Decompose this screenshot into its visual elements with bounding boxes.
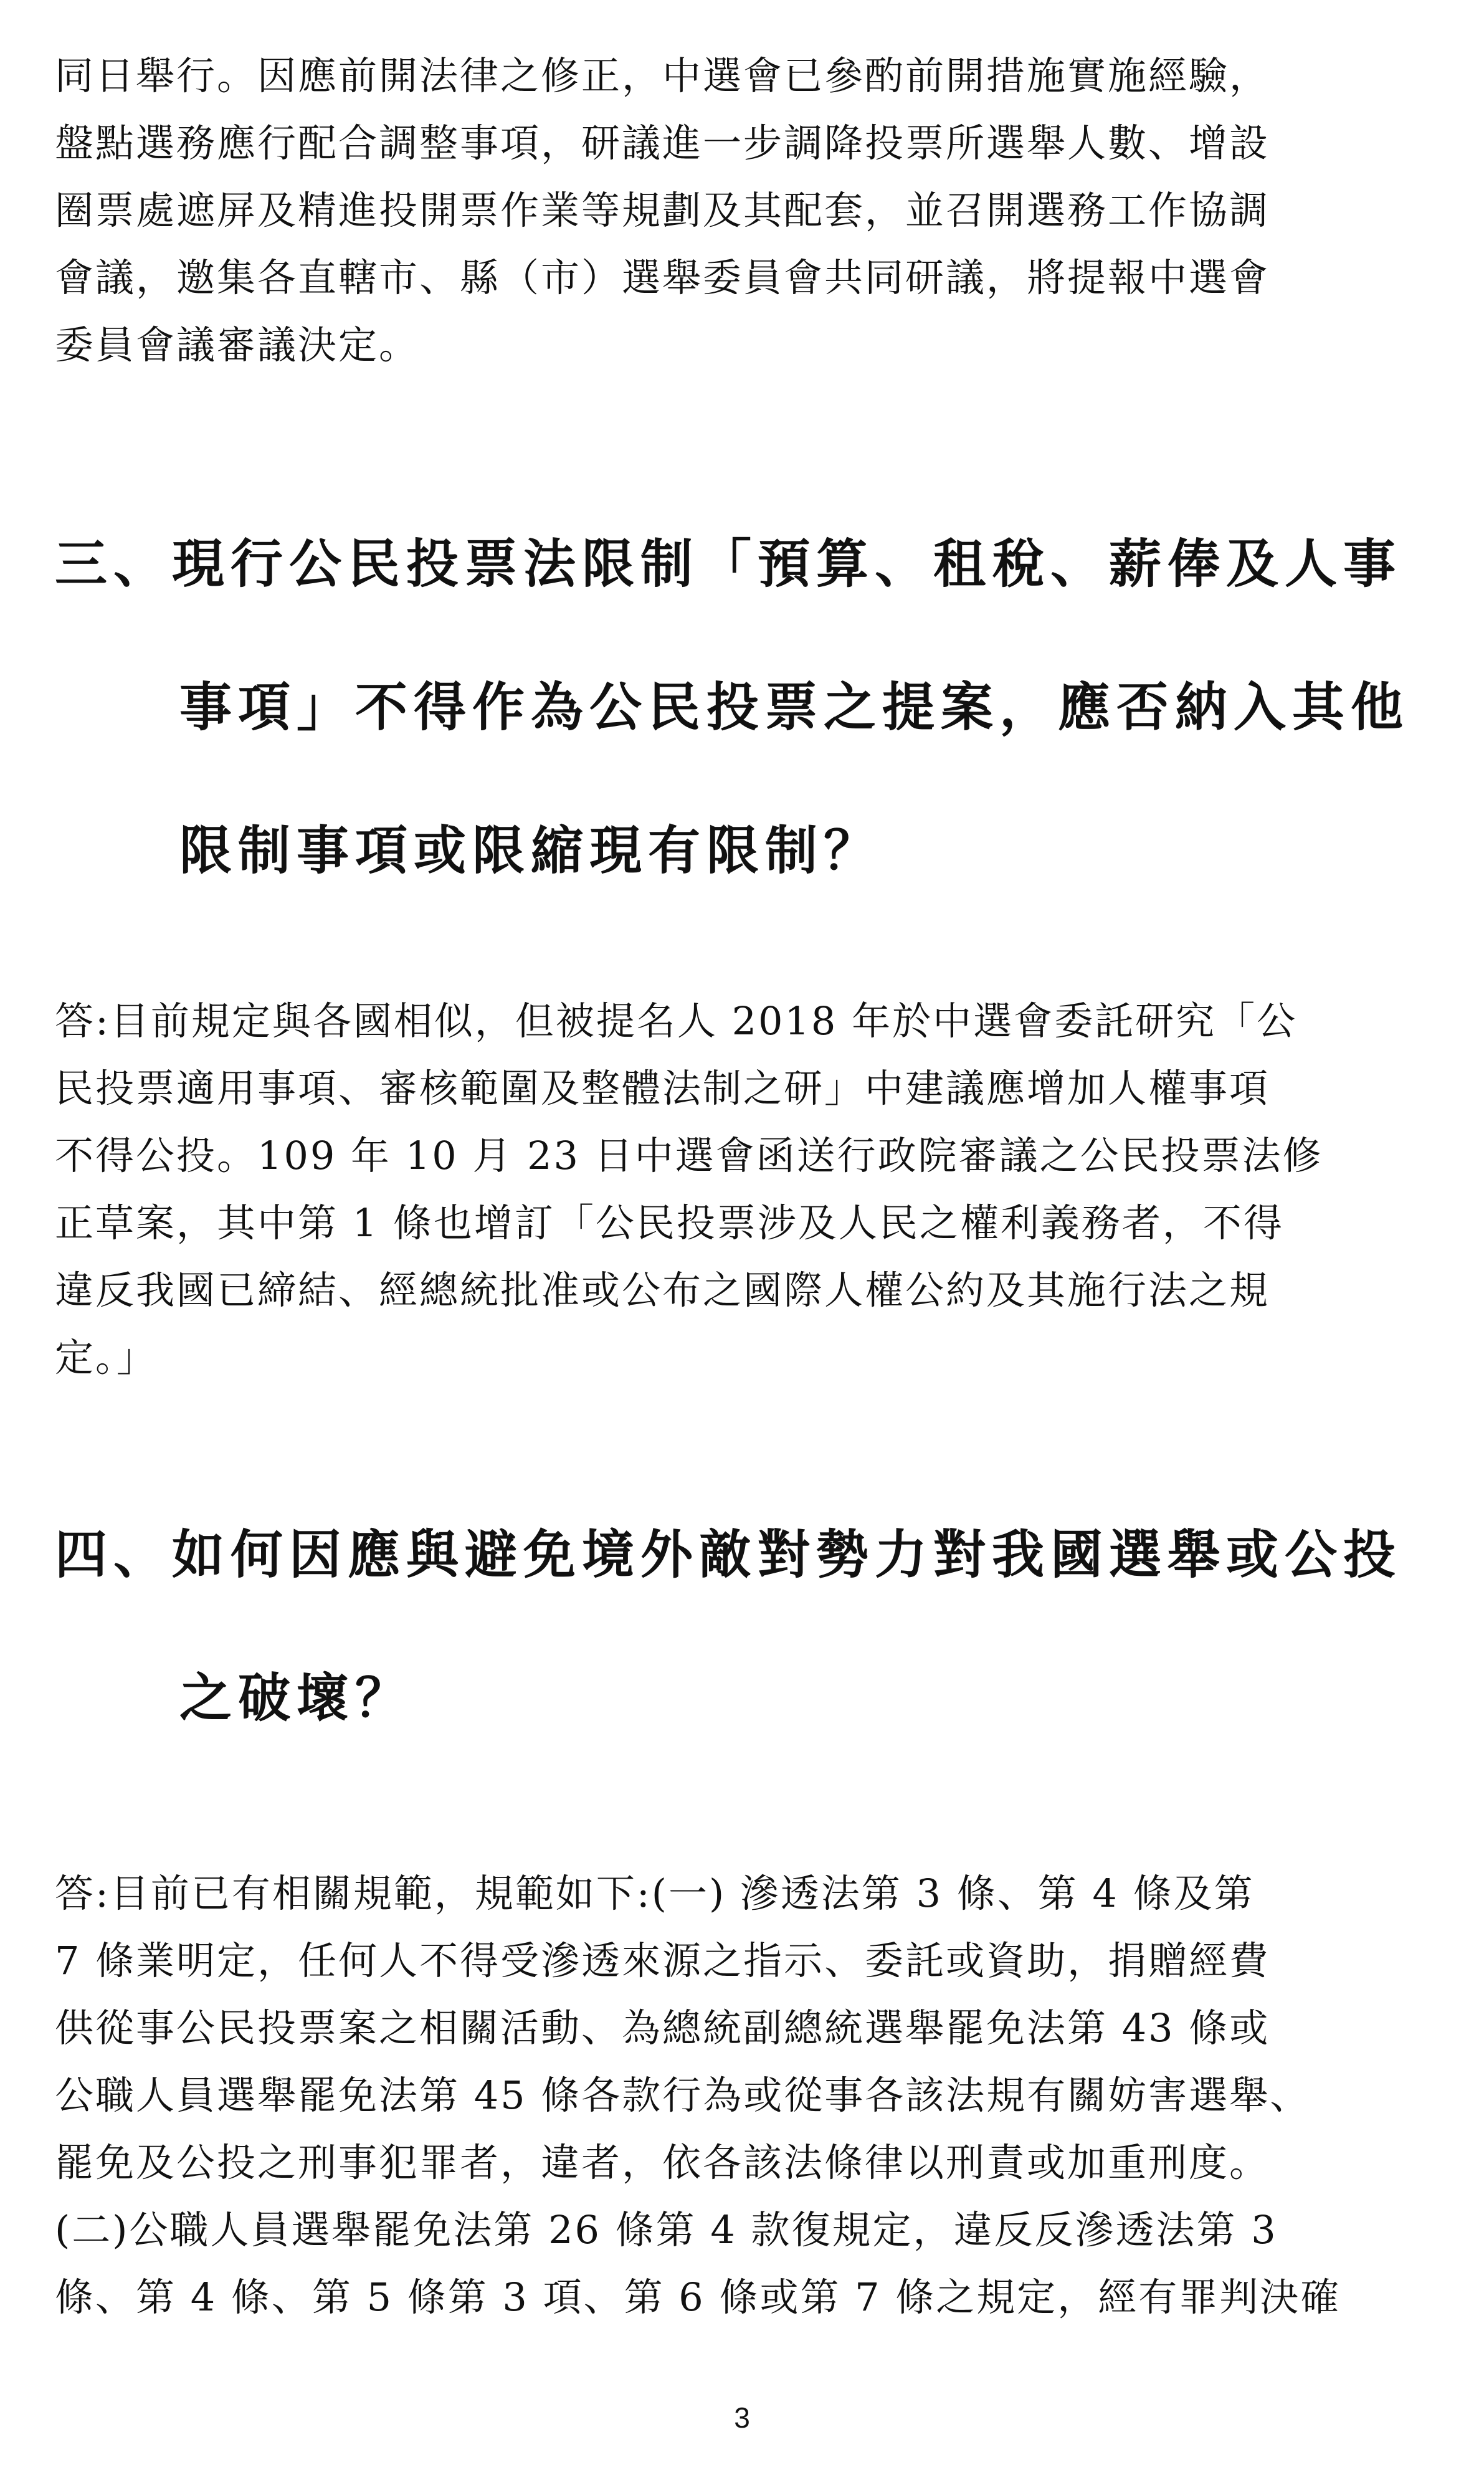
text-line: 正草案，其中第 1 條也增訂「公民投票涉及人民之權利義務者，不得 — [55, 1200, 1284, 1246]
text-line: 供從事公民投票案之相關活動、為總統副總統選舉罷免法第 43 條或 — [55, 2005, 1270, 2051]
text-line: 7 條業明定，任何人不得受滲透來源之指示、委託或資助，捐贈經費 — [55, 1938, 1270, 1983]
text-line: 同日舉行。因應前開法律之修正，中選會已參酌前開措施實施經驗， — [55, 53, 1270, 98]
question-four-heading — [55, 1483, 1444, 1770]
intro-paragraph — [55, 42, 1432, 379]
page-number: 3 — [734, 2401, 750, 2434]
text-line: 委員會議審議決定。 — [55, 322, 420, 368]
heading-line: 四、如何因應與避免境外敵對勢力對我國選舉或公投 — [55, 1523, 1402, 1585]
question-three-heading — [55, 492, 1444, 922]
text-line: 定。」 — [55, 1335, 158, 1380]
heading-line: 事項」不得作為公民投票之提案，應否納入其他 — [179, 676, 1410, 738]
text-line: 違反我國已締結、經總統批准或公布之國際人權公約及其施行法之規 — [55, 1267, 1270, 1313]
heading-line: 限制事項或限縮現有限制？ — [179, 819, 883, 881]
answer-four-paragraph — [55, 1860, 1432, 2331]
answer-three-paragraph — [55, 988, 1432, 1391]
text-line: 民投票適用事項、審核範圍及整體法制之研」中建議應增加人權事項 — [55, 1066, 1270, 1111]
text-line: 答:目前規定與各國相似，但被提名人 2018 年於中選會委託研究「公 — [55, 998, 1298, 1044]
heading-line: 之破壞？ — [179, 1667, 414, 1729]
text-line: 圈票處遮屏及精進投開票作業等規劃及其配套，並召開選務工作協調 — [55, 188, 1270, 233]
text-line: 不得公投。109 年 10 月 23 日中選會函送行政院審議之公民投票法修 — [55, 1133, 1323, 1178]
text-line: 會議，邀集各直轄市、縣（市）選舉委員會共同研議，將提報中選會 — [55, 255, 1270, 300]
text-line: 罷免及公投之刑事犯罪者，違者，依各該法條律以刑責或加重刑度。 — [55, 2140, 1270, 2185]
text-line: 盤點選務應行配合調整事項，研議進一步調降投票所選舉人數、增設 — [55, 120, 1270, 166]
text-line: 條、第 4 條、第 5 條第 3 項、第 6 條或第 7 條之規定，經有罪判決確 — [55, 2274, 1341, 2320]
text-line: 答:目前已有相關規範，規範如下:(一) 滲透法第 3 條、第 4 條及第 — [55, 1871, 1255, 1916]
heading-line: 三、現行公民投票法限制「預算、租稅、薪俸及人事 — [55, 533, 1402, 594]
text-line: (二)公職人員選舉罷免法第 26 條第 4 款復規定，違反反滲透法第 3 — [55, 2207, 1278, 2253]
text-line: 公職人員選舉罷免法第 45 條各款行為或從事各該法規有關妨害選舉、 — [55, 2072, 1311, 2118]
